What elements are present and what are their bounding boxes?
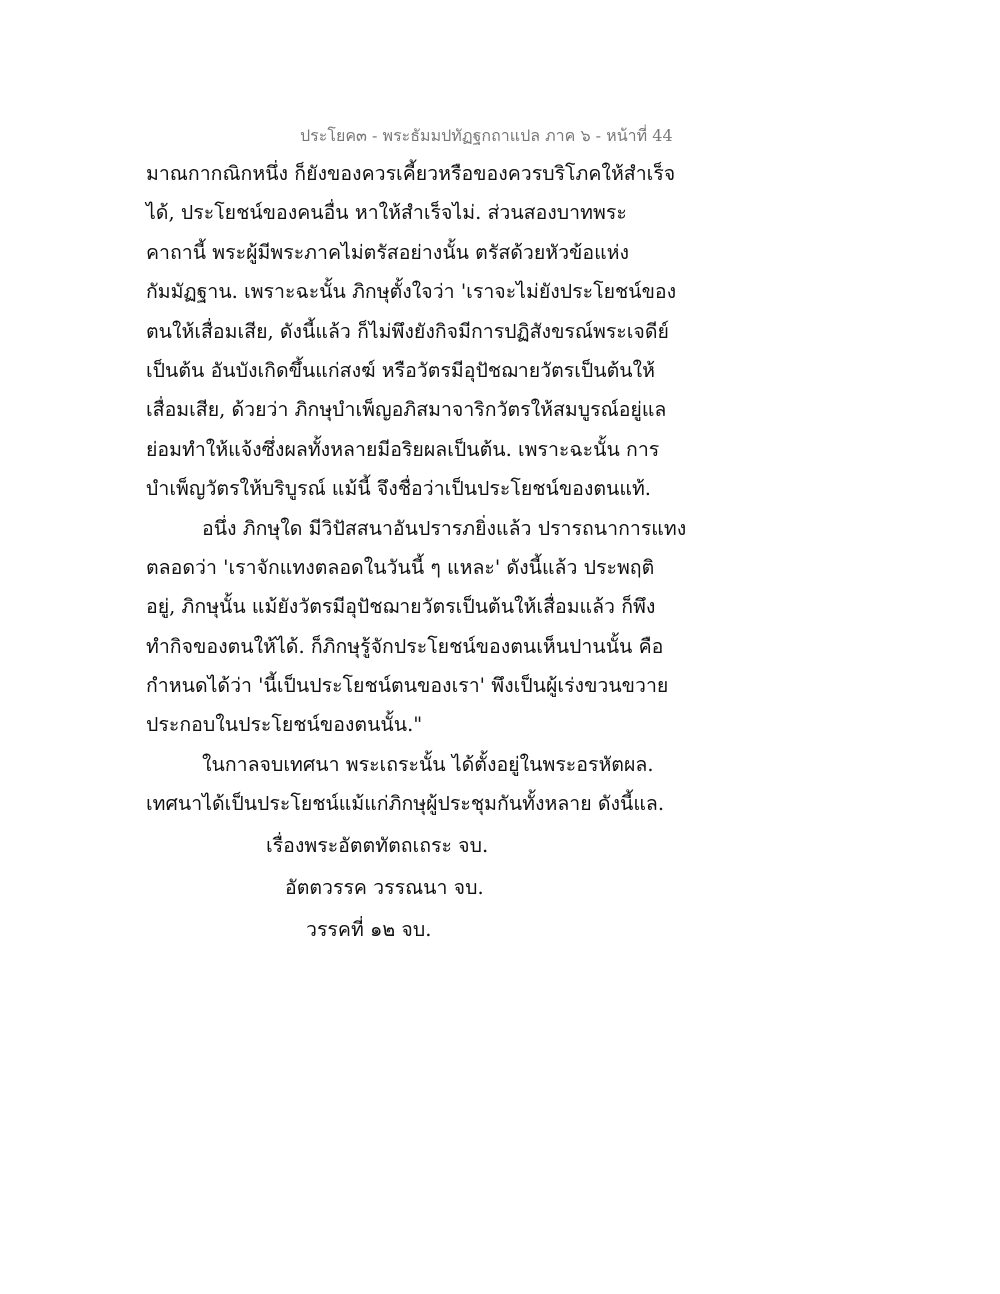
text-line: ได้, ประโยชน์ของคนอื่น หาให้สำเร็จไม่. ส่วนสองบาทพระ	[146, 201, 627, 225]
text-line: ในกาลจบเทศนา พระเถระนั้น ได้ตั้งอยู่ในพระอรหัตผล.	[202, 752, 654, 776]
text-line: กัมมัฏฐาน. เพราะฉะนั้น ภิกษุตั้งใจว่า 'เราจะไม่ยังประโยชน์ของ	[146, 280, 677, 304]
story-end-line: เรื่องพระอัตตทัตถเถระ จบ.	[266, 834, 489, 857]
text-line: เป็นต้น อันบังเกิดขึ้นแก่สงฆ์ หรือวัตรมีอุปัชฌายวัตรเป็นต้นให้	[146, 358, 655, 382]
commentary-end-line: อัตตวรรค วรรณนา จบ.	[285, 876, 484, 899]
text-line: อยู่, ภิกษุนั้น แม้ยังวัตรมีอุปัชฌายวัตรเป็นต้นให้เสื่อมแล้ว ก็พึง	[146, 595, 656, 619]
text-line: คาถานี้ พระผู้มีพระภาคไม่ตรัสอย่างนั้น ตรัสด้วยหัวข้อแห่ง	[146, 240, 630, 264]
text-line: มาณกากณิกหนึ่ง ก็ยังของควรเคี้ยวหรือของควรบริโภคให้สำเร็จ	[146, 162, 676, 185]
text-line: ตนให้เสื่อมเสีย, ดังนี้แล้ว ก็ไม่พึงยังกิจมีการปฏิสังขรณ์พระเจดีย์	[146, 319, 669, 343]
text-line: อนึ่ง ภิกษุใด มีวิปัสสนาอันปรารภยิ่งแล้ว ปรารถนาการแทง	[202, 516, 687, 540]
text-line: เทศนาได้เป็นประโยชน์แม้แก่ภิกษุผู้ประชุมกันทั้งหลาย ดังนี้แล.	[146, 792, 665, 816]
running-header: ประโยค๓ - พระธัมมปทัฏฐกถาแปล ภาค ๖ - หน้าที่ 44	[300, 126, 673, 145]
text-line: เสื่อมเสีย, ด้วยว่า ภิกษุบำเพ็ญอภิสมาจาริกวัตรให้สมบูรณ์อยู่แล	[146, 398, 667, 422]
text-line: ประกอบในประโยชน์ของตนนั้น."	[146, 713, 423, 737]
text-line: ตลอดว่า 'เราจักแทงตลอดในวันนี้ ๆ แหละ' ดังนี้แล้ว ประพฤติ	[146, 555, 655, 579]
text-line: กำหนดได้ว่า 'นี้เป็นประโยชน์ตนของเรา' พึงเป็นผู้เร่งขวนขวาย	[146, 674, 669, 698]
text-line: บำเพ็ญวัตรให้บริบูรณ์ แม้นี้ จึงชื่อว่าเป็นประโยชน์ของตนแท้.	[146, 477, 652, 501]
body-text	[146, 158, 686, 828]
text-line: ย่อมทำให้แจ้งซึ่งผลทั้งหลายมีอริยผลเป็นต้น. เพราะฉะนั้น การ	[146, 437, 660, 461]
text-line: ทำกิจของตนให้ได้. ก็ภิกษุรู้จักประโยชน์ของตนเห็นปานนั้น คือ	[146, 634, 664, 658]
chapter-end-line: วรรคที่ ๑๒ จบ.	[306, 918, 432, 941]
